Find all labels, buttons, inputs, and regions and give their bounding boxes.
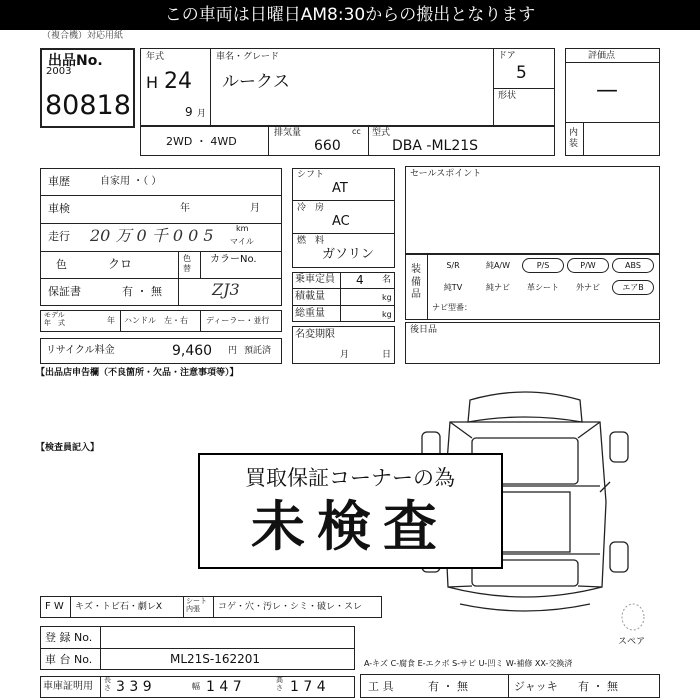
- recycle-value: 9,460: [172, 343, 213, 359]
- fuel-label: 燃 料: [297, 236, 325, 246]
- history-value: 自家用 ・（ ）: [100, 176, 162, 187]
- disp-label: 排気量: [274, 128, 302, 138]
- cert-len: 3 3 9: [116, 679, 152, 695]
- equipment-label: 装 備 品: [411, 264, 421, 300]
- inspection-label: 車検: [48, 202, 70, 215]
- mileage-handwritten: 20 万 0 千 0 0 5: [90, 226, 214, 245]
- load-label: 積載量: [295, 291, 325, 302]
- name-label: 車名・グレード: [216, 52, 280, 62]
- drive-value: 2WD ・ 4WD: [166, 135, 237, 148]
- cert-wid: 1 4 7: [206, 679, 242, 695]
- recycle-label: リサイクル料金: [46, 345, 115, 356]
- tools-value: 有 ・ 無: [428, 680, 468, 693]
- equipment-item: 純ナビ: [486, 283, 510, 292]
- inspection-month: 月: [250, 203, 260, 214]
- recycle-unit: 円: [228, 346, 238, 356]
- jack-label: ジャッキ: [514, 680, 558, 693]
- tools-label: 工 具: [368, 680, 394, 693]
- shape-label: 形状: [498, 91, 517, 101]
- cert-label: 車庫証明用: [43, 681, 93, 692]
- sheet-value: コゲ・穴・汚レ・シミ・破レ・スレ: [218, 602, 363, 612]
- sheet-label: シート 内張: [186, 597, 207, 613]
- equipment-item: P/S: [522, 258, 564, 273]
- mileage-mile: マイル: [230, 237, 254, 246]
- equipment-item: P/W: [567, 258, 609, 273]
- rating-label: 評価点: [588, 51, 616, 61]
- chassis-label: 車 台 No.: [45, 653, 93, 666]
- equipment-item: 革シート: [527, 283, 559, 292]
- year-label: 年式: [146, 52, 165, 62]
- gross-label: 総重量: [295, 308, 325, 319]
- year-era: H: [146, 73, 159, 92]
- navi-label: ナビ型番：: [432, 303, 472, 312]
- disp-value: 660: [314, 138, 341, 154]
- fw-value: キズ・トビ石・劇レX: [75, 602, 162, 612]
- shift-value: AT: [332, 181, 348, 196]
- inspector-label: 【検査員記入】: [36, 443, 100, 453]
- gross-unit: kg: [382, 310, 392, 319]
- door-value: 5: [516, 63, 527, 83]
- model-year: 年: [107, 316, 115, 325]
- aircon-value: AC: [332, 214, 350, 229]
- lot-year: 2003: [46, 66, 72, 77]
- vehicle-name: ルークス: [222, 72, 290, 92]
- fw-label: F W: [45, 601, 64, 612]
- spare-tire-icon: [620, 602, 646, 632]
- legend-text: A-キズ C-腐食 E-エクボ S-サビ U-凹ミ W-補修 XX-交換済: [364, 659, 573, 668]
- model-label: モデル 年 式: [44, 311, 65, 327]
- cert-hgt: 1 7 4: [290, 679, 326, 695]
- lot-label: 出品No.: [48, 53, 103, 69]
- color-value: クロ: [108, 257, 133, 271]
- equipment-item: S/R: [446, 261, 460, 270]
- equipment-item: エアB: [612, 280, 654, 295]
- history-label: 車歴: [48, 175, 70, 188]
- equipment-item: 純TV: [443, 283, 463, 292]
- banner-text: この車両は日曜日AM8:30からの搬出となります: [164, 5, 536, 25]
- load-unit: kg: [382, 293, 392, 302]
- rename-month: 月: [340, 350, 350, 360]
- sales-point-label: セールスポイント: [410, 169, 482, 179]
- spare-label: スペア: [618, 637, 646, 647]
- month-suffix: 月: [197, 109, 207, 119]
- form-title: （複合機）対応用紙: [42, 31, 124, 41]
- rename-day: 日: [382, 350, 392, 360]
- equipment-item: 純A/W: [485, 261, 511, 270]
- cert-wid-label: 幅: [192, 682, 200, 691]
- color-change: 色 替: [183, 254, 191, 273]
- sales-point-box: [405, 166, 660, 254]
- capacity-unit: 名: [382, 275, 392, 285]
- mileage-label: 走行: [48, 230, 70, 243]
- disp-unit: cc: [352, 127, 361, 136]
- year-value: 24: [164, 69, 192, 94]
- fuel-value: ガソリン: [322, 247, 375, 262]
- mileage-km: km: [236, 224, 249, 233]
- color-label: 色: [56, 258, 67, 271]
- equipment-item: 外ナビ: [576, 283, 600, 292]
- lot-number: 80818: [45, 90, 131, 121]
- type-value: DBA -ML21S: [392, 138, 479, 154]
- cert-len-label: 長 さ: [104, 676, 111, 692]
- recycle-note: 預託済: [244, 346, 272, 356]
- warranty-label: 保証書: [48, 285, 81, 298]
- later-label: 後日品: [410, 325, 438, 335]
- chassis-value: ML21S-162201: [170, 652, 261, 666]
- stamp-line1: 買取保証コーナーの為: [245, 466, 455, 490]
- reg-label: 登 録 No.: [45, 631, 93, 644]
- warranty-value: 有 ・ 無: [122, 285, 162, 298]
- rating-value: —: [596, 78, 618, 103]
- seller-notes-label: 【出品店申告欄（不良箇所・欠品・注意事項等）】: [36, 368, 239, 378]
- capacity-label: 乗車定員: [295, 274, 335, 285]
- shift-label: シフト: [297, 170, 325, 180]
- aircon-label: 冷 房: [297, 203, 325, 213]
- type-label: 型式: [372, 128, 391, 138]
- door-label: ドア: [498, 51, 516, 61]
- inspection-year: 年: [180, 203, 190, 214]
- model-handle: ハンドル 左・右: [124, 316, 188, 325]
- month-value: 9: [185, 105, 193, 119]
- colorno-value: ZJ3: [212, 280, 240, 299]
- cert-hgt-label: 高 さ: [276, 676, 283, 692]
- rename-label: 名変期限: [295, 329, 335, 340]
- capacity-value: 4: [356, 273, 364, 287]
- interior-label: 内 装: [569, 128, 579, 149]
- stamp-line2: 未検査: [251, 495, 449, 558]
- jack-value: 有 ・ 無: [578, 680, 618, 693]
- later-box: [405, 322, 660, 364]
- equipment-item: ABS: [612, 258, 654, 273]
- model-dealer: ディーラー・並行: [206, 316, 270, 325]
- colorno-label: カラーNo.: [210, 254, 257, 265]
